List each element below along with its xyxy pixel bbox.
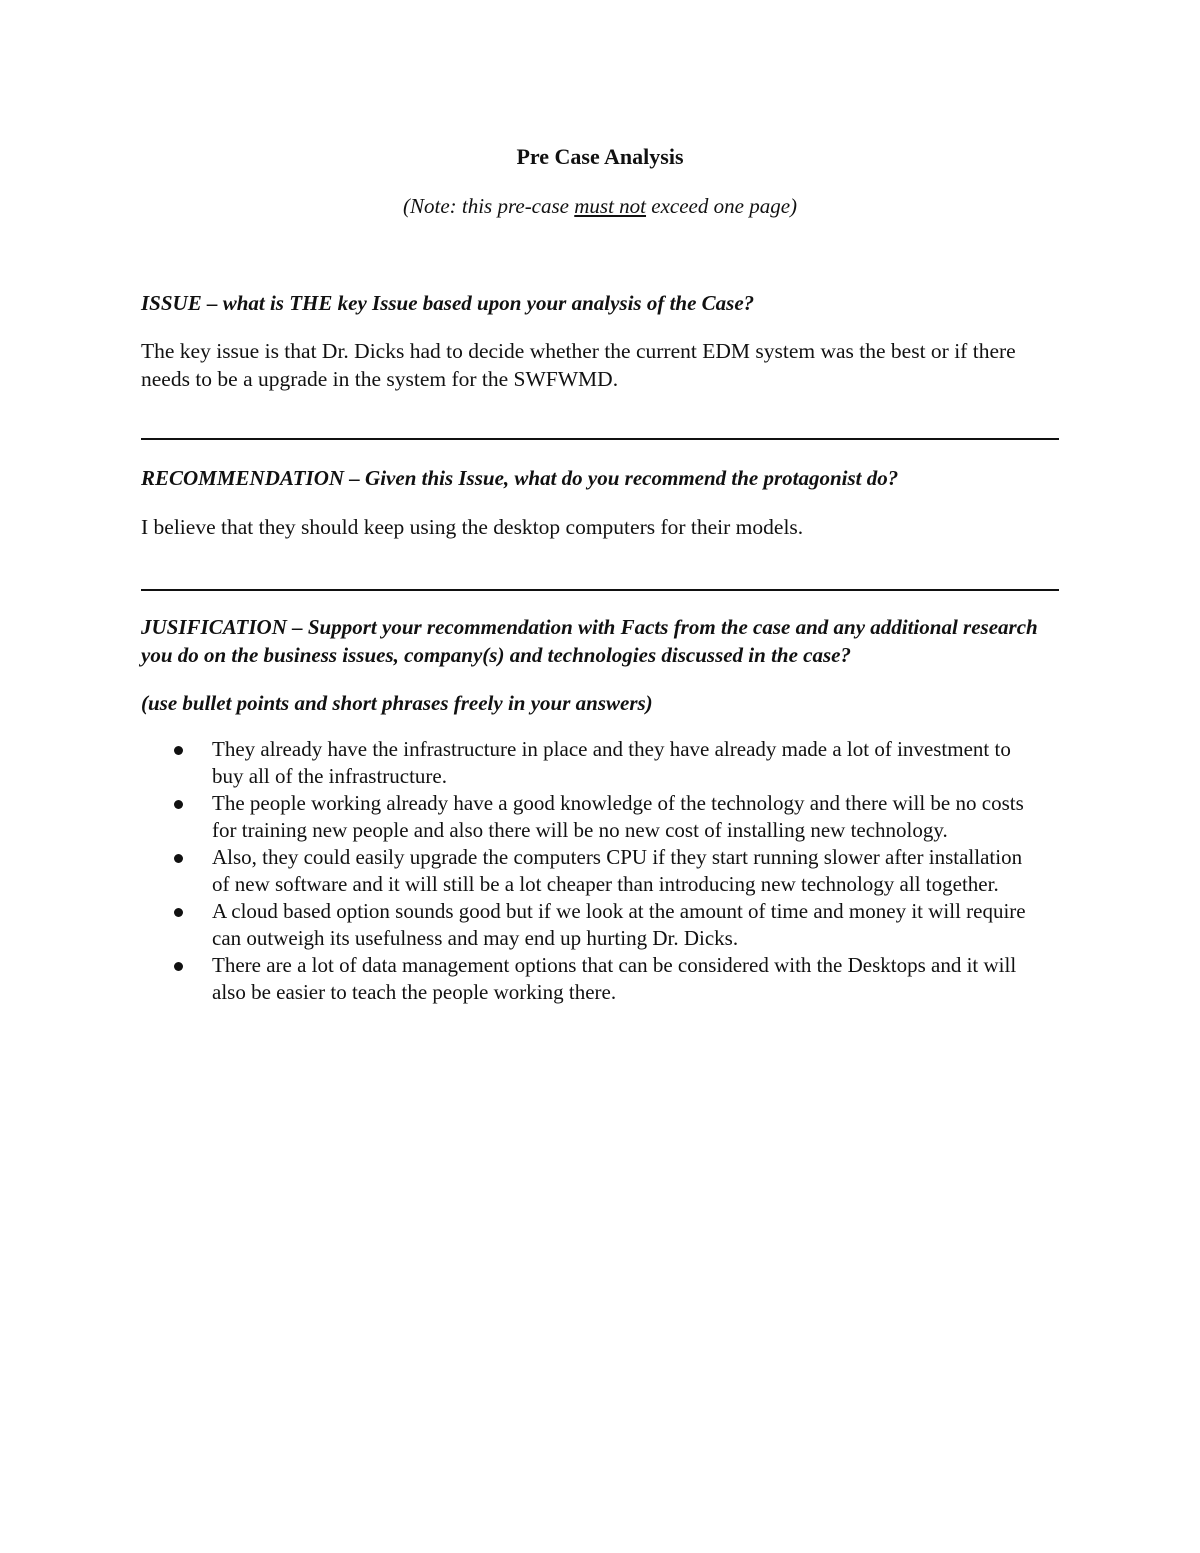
section-divider — [141, 589, 1059, 591]
note-text-after: exceed one page) — [646, 194, 798, 218]
justification-bullet-list — [141, 736, 1059, 1006]
bullet-icon — [174, 962, 183, 971]
note-emphasis: must not — [574, 194, 647, 218]
document-title: Pre Case Analysis — [516, 144, 684, 169]
list-item-text: There are a lot of data management options that can be considered with the Desktops and it will also be easier to teach the people working there. — [212, 953, 1017, 1004]
list-item — [141, 790, 1042, 844]
list-item-text: Also, they could easily upgrade the computers CPU if they start running slower after installation of new software and it will still be a lot cheaper than introducing new technology all together. — [212, 845, 1023, 896]
bullet-icon — [174, 800, 183, 809]
issue-heading: ISSUE – what is THE key Issue based upon your analysis of the Case? — [141, 291, 755, 315]
section-divider — [141, 438, 1059, 440]
note-text-before: (Note: this pre-case — [402, 194, 575, 218]
issue-answer: The key issue is that Dr. Dicks had to decide whether the current EDM system was the best or if there needs to be a upgrade in the system for the SWFWMD. — [141, 339, 1016, 391]
recommendation-answer: I believe that they should keep using the desktop computers for their models. — [141, 515, 804, 539]
bullet-icon — [174, 908, 183, 917]
bullet-icon — [174, 854, 183, 863]
list-item-text: The people working already have a good knowledge of the technology and there will be no costs for training new people and also there will be no new cost of installing new technology. — [212, 791, 1024, 842]
justification-heading: JUSIFICATION – Support your recommendation with Facts from the case and any additional research you do on the business issues, company(s) and technologies discussed in the case? — [141, 615, 1038, 667]
recommendation-heading: RECOMMENDATION – Given this Issue, what do you recommend the protagonist do? — [141, 466, 899, 490]
list-item — [141, 952, 1042, 1006]
list-item — [141, 844, 1042, 898]
justification-instruction: (use bullet points and short phrases freely in your answers) — [141, 691, 653, 715]
bullet-icon — [174, 746, 183, 755]
page-limit-note — [141, 192, 1059, 220]
list-item-text: They already have the infrastructure in place and they have already made a lot of investment to buy all of the infrastructure. — [212, 737, 1011, 788]
list-item-text: A cloud based option sounds good but if we look at the amount of time and money it will require can outweigh its usefulness and may end up hurting Dr. Dicks. — [212, 899, 1026, 950]
list-item — [141, 898, 1042, 952]
list-item — [141, 736, 1042, 790]
